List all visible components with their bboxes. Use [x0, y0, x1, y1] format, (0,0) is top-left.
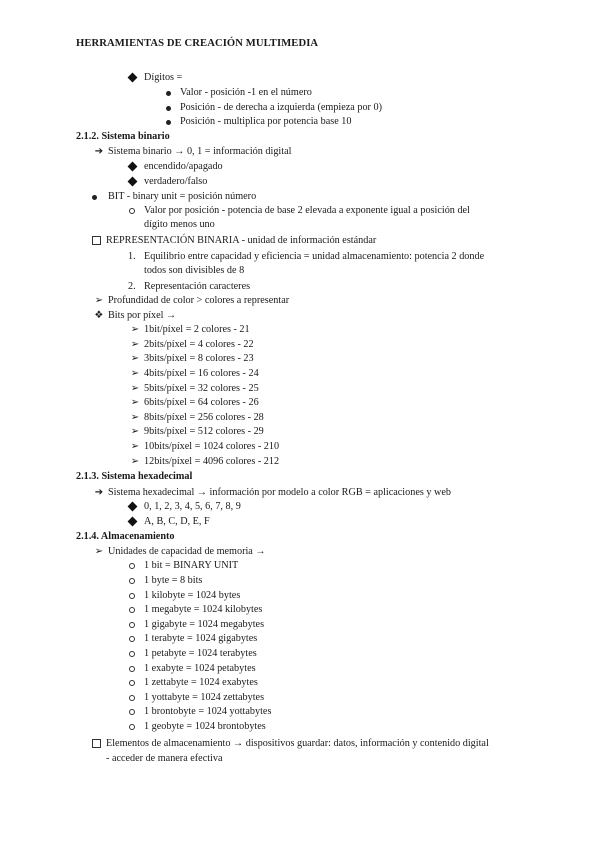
diamond-bullet-icon [128, 177, 138, 187]
diamond-bullet-icon [128, 502, 138, 512]
hollow-circle-bullet-icon [129, 563, 135, 569]
arrowhead-bullet-icon: ➢ [130, 456, 140, 467]
filled-dot-bullet-icon [166, 120, 171, 125]
hollow-circle-bullet-icon [129, 695, 135, 701]
hollow-circle-bullet-icon [129, 607, 135, 613]
arrowhead-bullet-icon: ➢ [130, 441, 140, 452]
diamond-bullet-icon [128, 73, 138, 83]
arrow-bullet-icon: ➔ [94, 146, 104, 157]
arrowhead-bullet-icon: ➢ [130, 368, 140, 379]
arrowhead-bullet-icon: ➢ [130, 339, 140, 350]
diamond-bullet-icon [128, 162, 138, 172]
hollow-circle-bullet-icon [129, 622, 135, 628]
document-header: HERRAMIENTAS DE CREACIÓN MULTIMEDIA [76, 38, 319, 49]
checkbox-bullet-icon [92, 739, 101, 748]
arrowhead-bullet-icon: ➢ [130, 383, 140, 394]
hollow-circle-bullet-icon [129, 578, 135, 584]
elementos-almacenamiento-continuation: - acceder de manera efectiva [106, 753, 223, 764]
checkbox-bullet-icon [92, 236, 101, 245]
section-heading-hexadecimal: 2.1.3. Sistema hexadecimal [76, 471, 193, 482]
rep-numbered-continuation: todos son divisibles de 8 [144, 265, 245, 276]
arrowhead-bullet-icon: ➢ [130, 412, 140, 423]
arrowhead-bullet-icon: ➢ [94, 546, 104, 557]
arrowhead-bullet-icon: ➢ [94, 295, 104, 306]
hollow-circle-bullet-icon [129, 709, 135, 715]
hollow-circle-bullet-icon [129, 651, 135, 657]
filled-dot-bullet-icon [92, 195, 97, 200]
section-heading-almacenamiento: 2.1.4. Almacenamiento [76, 531, 175, 542]
hollow-circle-bullet-icon [129, 724, 135, 730]
diamond-bullet-icon [128, 517, 138, 527]
four-diamond-bullet-icon: ❖ [94, 310, 104, 321]
document-page: HERRAMIENTAS DE CREACIÓN MULTIMEDIA Dígitos = Valor - posición -1 en el número Posición - de derecha a izquierda (empieza por 0) Posición - multiplica por potencia base 10 2.1.2. Sistema binario ➔ Sistema binario → 0, 1 = información digital encendido/apagado verdadero/falso BIT - binary unit = posición número Valor por posición - potencia de base 2 elevada a exponente igual a posición del dígito menos uno REPRESENTACIÓN BINARIA - unidad de información estándar 1. Equilibrio entre capacidad y eficiencia = unidad almacenamiento: potencia 2 donde todos son divisibles de 8 2. Representación caracteres ➢ Profundidad de color > colores a representar ❖ Bits por píxel → ➢ 1bit/píxel = 2 colores - 21 ➢ 2bits/píxel = 4 colores - 22 ➢ 3bits/píxel = 8 colores - 23 ➢ 4bits/píxel = 16 colores - 24 ➢ 5bits/píxel = 32 colores - 25 ➢ 6bits/píxel = 64 colores - 26 ➢ 8bits/píxel = 256 colores - 28 ➢ 9bits/píxel = 512 colores - 29 ➢ 10bits/píxel = 1024 colores - 210 ➢ 12bits/píxel = 4096 colores - 212 2.1.3. Sistema hexadecimal ➔ Sistema hexadecimal → información por modelo a color RGB = aplicaciones y web 0, 1, 2, 3, 4, 5, 6, 7, 8, 9 A, B, C, D, E, F 2.1.4. Almacenamiento ➢ Unidades de capacidad de memoria → 1 bit = BINARY UNIT 1 byte = 8 bits 1 kilobyte = 1024 bytes 1 megabyte = 1024 kilobytes 1 gigabyte = 1024 megabytes 1 terabyte = 1024 gigabytes 1 petabyte = 1024 terabytes 1 exabyte = 1024 petabytes 1 zettabyte = 1024 exabytes 1 yottabyte = 1024 zettabytes 1 brontobyte = 1024 yottabytes 1 geobyte = 1024 brontobytes Elementos de almacenamiento → dispositivos guardar: datos, información y contenido digital - acceder de manera efectiva [76, 38, 489, 764]
arrowhead-bullet-icon: ➢ [130, 324, 140, 335]
filled-dot-bullet-icon [166, 106, 171, 111]
arrow-bullet-icon: ➔ [94, 487, 104, 498]
arrowhead-bullet-icon: ➢ [130, 353, 140, 364]
arrowhead-bullet-icon: ➢ [130, 397, 140, 408]
hollow-circle-bullet-icon [129, 680, 135, 686]
arrowhead-bullet-icon: ➢ [130, 426, 140, 437]
hollow-circle-bullet-icon [129, 636, 135, 642]
valor-posicion-continuation: dígito menos uno [144, 219, 215, 230]
filled-dot-bullet-icon [166, 91, 171, 96]
hollow-circle-bullet-icon [129, 208, 135, 214]
hollow-circle-bullet-icon [129, 593, 135, 599]
section-heading-binario: 2.1.2. Sistema binario [76, 131, 170, 142]
hollow-circle-bullet-icon [129, 666, 135, 672]
